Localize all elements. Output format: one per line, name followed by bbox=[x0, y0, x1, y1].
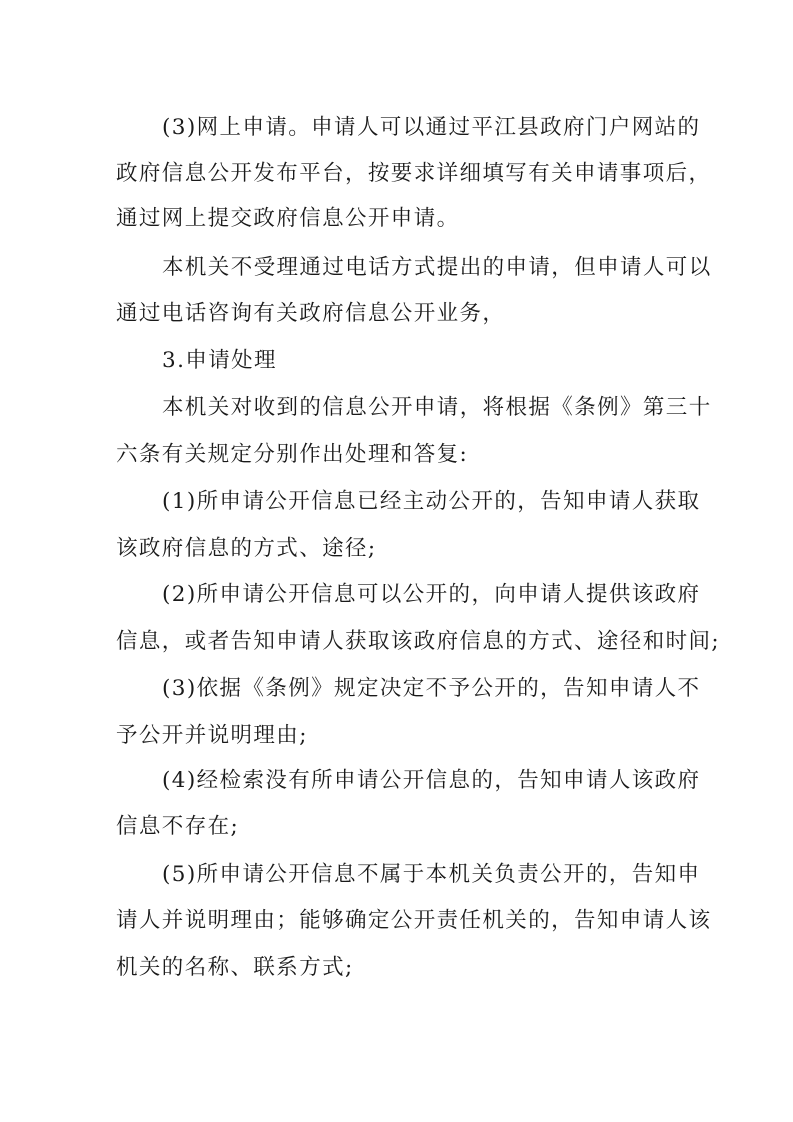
paragraph-line: 本机关对收到的信息公开申请，将根据《条例》第三十 bbox=[162, 395, 712, 420]
paragraph-line: 本机关不受理通过电话方式提出的申请，但申请人可以 bbox=[162, 255, 712, 280]
paragraph-line: 通过网上提交政府信息公开申请。 bbox=[116, 206, 460, 231]
list-item-line: 请人并说明理由；能够确定公开责任机关的，告知申请人该 bbox=[116, 908, 712, 933]
list-item-line: 该政府信息的方式、途径; bbox=[116, 536, 377, 561]
paragraph-line: 通过电话咨询有关政府信息公开业务， bbox=[116, 301, 506, 326]
paragraph-line: 政府信息公开发布平台，按要求详细填写有关申请事项后， bbox=[116, 161, 712, 186]
list-item-line: (3)依据《条例》规定决定不予公开的，告知申请人不 bbox=[162, 676, 701, 701]
list-item-line: (5)所申请公开信息不属于本机关负责公开的，告知申 bbox=[162, 862, 701, 887]
list-item-line: (2)所申请公开信息可以公开的，向申请人提供该政府 bbox=[162, 582, 701, 607]
paragraph-line: 六条有关规定分别作出处理和答复: bbox=[116, 442, 469, 467]
list-item-line: 信息，或者告知申请人获取该政府信息的方式、途径和时间; bbox=[116, 629, 721, 654]
list-item-line: 机关的名称、联系方式; bbox=[116, 955, 354, 980]
section-heading: 3.申请处理 bbox=[162, 348, 277, 373]
list-item-line: 予公开并说明理由; bbox=[116, 723, 308, 748]
list-item-line: (1)所申请公开信息已经主动公开的，告知申请人获取 bbox=[162, 489, 701, 514]
list-item-line: 信息不存在; bbox=[116, 814, 240, 839]
list-item-line: (4)经检索没有所申请公开信息的，告知申请人该政府 bbox=[162, 768, 701, 793]
paragraph-line: (3)网上申请。申请人可以通过平江县政府门户网站的 bbox=[162, 115, 701, 140]
